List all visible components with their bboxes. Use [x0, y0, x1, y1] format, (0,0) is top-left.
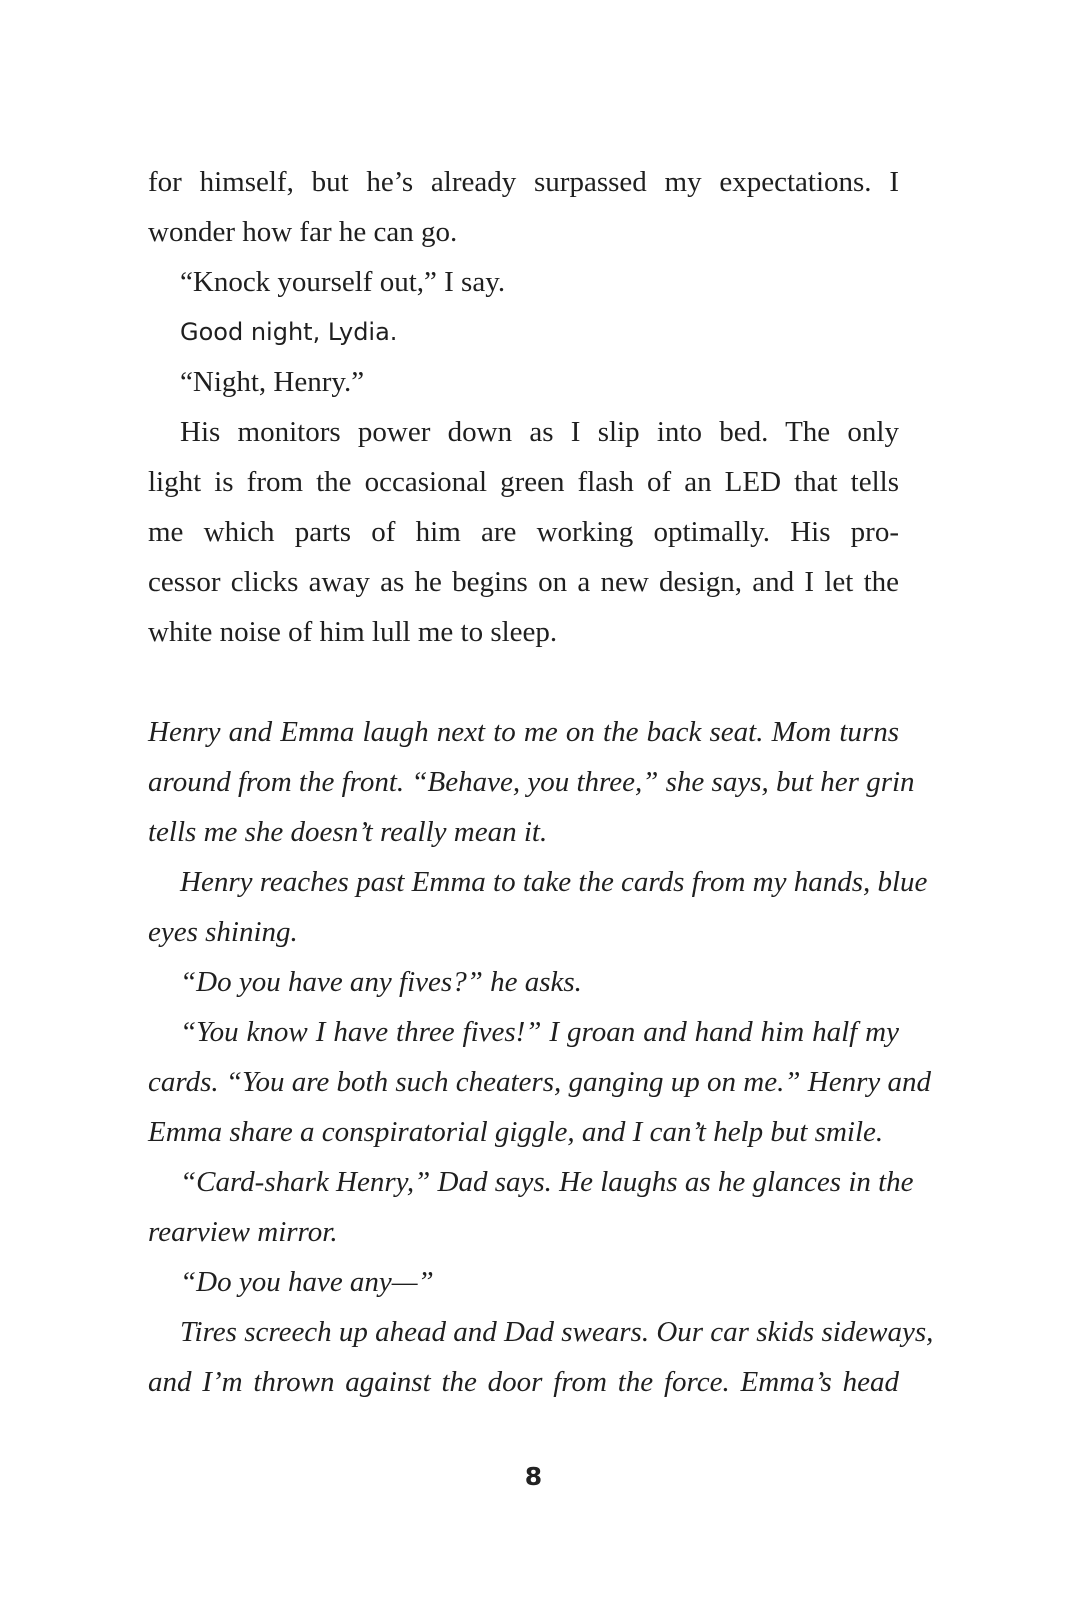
text-line: for himself, but he’s already surpassed my expectations. I [148, 166, 899, 198]
text-line: Tires screech up ahead and Dad swears. Our car skids sideways, [180, 1316, 934, 1348]
text-line: eyes shining. [148, 916, 298, 948]
text-line: around from the front. “Behave, you three,” she says, but her grin [148, 766, 915, 798]
text-line: light is from the occasional green flash of an LED that tells [148, 466, 899, 498]
text-line: Henry reaches past Emma to take the cards from my hands, blue [180, 866, 928, 898]
text-line: Emma share a conspiratorial giggle, and I can’t help but smile. [148, 1116, 884, 1148]
narrative-section [148, 157, 899, 657]
dialogue-line: “Do you have any fives?” he asks. [180, 966, 582, 998]
dialogue-line: “Night, Henry.” [180, 366, 365, 398]
text-line: Henry and Emma laugh next to me on the back seat. Mom turns [148, 716, 899, 748]
page-number: 8 [524, 1462, 543, 1491]
dialogue-line: “Knock yourself out,” I say. [180, 266, 506, 298]
flashback-section [148, 707, 934, 1407]
ai-dialogue-line: Good night, Lydia. [180, 318, 398, 346]
text-line: His monitors power down as I slip into bed. The only [180, 416, 899, 448]
text-line: rearview mirror. [148, 1216, 338, 1248]
text-line: cards. “You are both such cheaters, ganging up on me.” Henry and [148, 1066, 931, 1098]
dialogue-line: “Do you have any—” [180, 1266, 434, 1298]
text-line: wonder how far he can go. [148, 216, 458, 248]
dialogue-line: “Card-shark Henry,” Dad says. He laughs as he glances in the [180, 1166, 914, 1198]
dialogue-line: “You know I have three fives!” I groan and hand him half my [180, 1016, 899, 1048]
text-line: tells me she doesn’t really mean it. [148, 816, 548, 848]
text-line: and I’m thrown against the door from the force. Emma’s head [148, 1366, 899, 1398]
text-line: white noise of him lull me to sleep. [148, 616, 558, 648]
text-line: me which parts of him are working optimally. His pro- [148, 516, 899, 548]
text-line: cessor clicks away as he begins on a new design, and I let the [148, 566, 899, 598]
